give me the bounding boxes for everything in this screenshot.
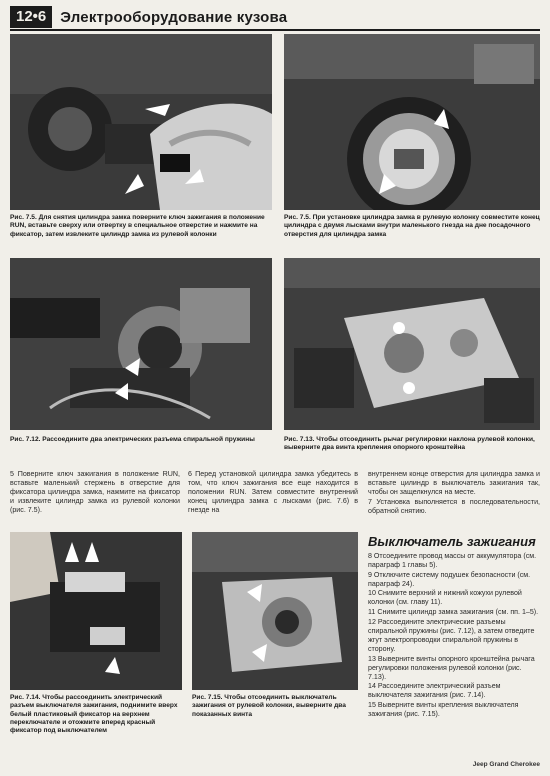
list-item: 14 Рассоедините электрический разъем выключателя зажигания (рис. 7.14).	[368, 682, 501, 700]
photo-ignition-switch-screws	[192, 532, 358, 690]
photo-ignition-key-removal	[10, 34, 272, 210]
figure-caption: Рис. 7.13. Чтобы отсоединить рычаг регулировки наклона рулевой колонки, выверните два винта крепления опорного кронштейна	[284, 436, 535, 452]
photo-ignition-switch-connector	[10, 532, 182, 690]
paragraph: 6 Перед установкой цилиндра замка убедитесь в том, что ключ зажигания все еще находится в положении RUN. Затем совместите внутренний конец цилиндра замка с лысками (рис. 7.6) в гнезде на	[188, 470, 358, 515]
procedure-list	[368, 552, 540, 720]
photo-tilt-lever-bracket	[284, 258, 540, 430]
text-column-3	[368, 470, 540, 517]
list-item: 15 Выверните винты крепления выключателя зажигания (рис. 7.15).	[368, 701, 519, 719]
text-column-1	[10, 470, 180, 516]
page-number: 12•6	[10, 6, 52, 28]
header-rule	[10, 29, 540, 31]
list-item: 11 Снимите цилиндр замка зажигания (см. пп. 1–5).	[368, 608, 539, 617]
section-heading: Выключатель зажигания	[368, 534, 536, 549]
text-column-2	[188, 470, 358, 516]
paragraph: внутреннем конце отверстия для цилиндра замка и вставьте цилиндр в выключатель зажигания так, чтобы он защелкнулся на месте.	[368, 470, 540, 497]
list-item: 8 Отсоедините провод массы от аккумулятора (см. параграф 1 главы 5).	[368, 552, 537, 570]
list-item: 10 Снимите верхний и нижний кожухи рулевой колонки (см. главу 11).	[368, 589, 522, 607]
page-header	[10, 6, 540, 28]
paragraph: 5 Поверните ключ зажигания в положение RUN, вставьте маленький стержень в отверстие для фиксатора цилиндра замка, нажмите на фиксатор и извлеките цилиндр замка из рулевой колонки (рис. 7.5).	[10, 470, 180, 515]
photo-lock-cylinder-socket	[284, 34, 540, 210]
list-item: 9 Отключите систему подушек безопасности (см. параграф 24).	[368, 570, 531, 588]
photo-clockspring-connectors	[10, 258, 272, 430]
footer-model-name: Jeep Grand Cherokee	[472, 761, 540, 768]
paragraph: 7 Установка выполняется в последовательности, обратной снятию.	[368, 498, 540, 516]
figure-caption: Рис. 7.5. При установке цилиндра замка в рулевую колонку совместите конец цилиндра с двумя лысками внутри маленького гнезда на дне посадочного отверстия для цилиндра замка	[284, 214, 540, 238]
figure-caption: Рис. 7.5. Для снятия цилиндра замка поверните ключ зажигания в положение RUN, вставьте сверху или отвертку в специальное отверстие и нажмите на фиксатор, затем извлеките цилиндр замка из рулевой колонки	[10, 214, 265, 238]
chapter-title: Электрооборудование кузова	[60, 8, 288, 26]
figure-caption: Рис. 7.14. Чтобы рассоединить электрический разъем выключателя зажигания, поднимите вверх белый пластиковый фиксатор на верхнем переключателе и отожмите вперед красный фиксатор под выключателем	[10, 694, 178, 735]
list-item: 12 Рассоедините электрические разъемы спиральной пружины (рис. 7.12), а затем отведите жгут электропроводки спиральной пружины в сторону.	[368, 617, 535, 653]
figure-caption: Рис. 7.15. Чтобы отсоединить выключатель зажигания от рулевой колонки, выверните два показанных винта	[192, 694, 346, 718]
figure-caption: Рис. 7.12. Рассоедините два электрических разъема спиральной пружины	[10, 436, 255, 443]
list-item: 13 Выверните винты опорного кронштейна рычага регулировки положения рулевой колонки (рис. 7.13).	[368, 654, 535, 681]
